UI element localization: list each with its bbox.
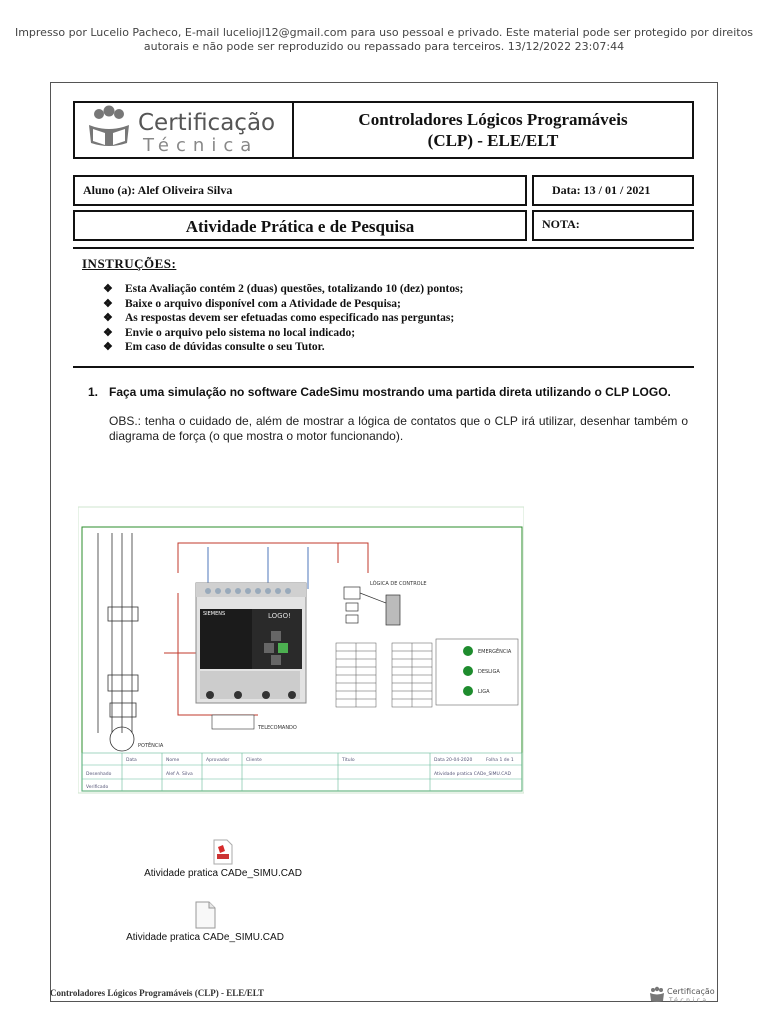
svg-text:Desenhado: Desenhado: [86, 772, 112, 777]
list-item: ❖ Envie o arquivo pelo sistema no local indicado;: [103, 326, 356, 339]
cadesimu-file-icon: [211, 839, 235, 865]
svg-text:Verificado: Verificado: [86, 785, 109, 790]
lamp-on-icon: [463, 686, 473, 696]
question-obs: OBS.: tenha o cuidado de, além de mostrar a lógica de contatos que o CLP irá utilizar, desenhar também o diagrama de força (o que mostra o motor funcionando).: [109, 414, 688, 443]
lamp-label: LIGA: [478, 689, 490, 695]
instructions-list: [103, 282, 463, 355]
course-title-box: [292, 101, 694, 159]
lamp-label: EMERGÊNCIA: [478, 649, 512, 655]
diamond-bullet-icon: ❖: [103, 341, 113, 354]
attachment-blank-file[interactable]: [105, 901, 305, 943]
logo-text-1: Certificação: [138, 110, 276, 136]
lamp-label: DESLIGA: [478, 669, 500, 675]
cadesimu-diagram-image: [78, 503, 524, 795]
diamond-bullet-icon: ❖: [103, 283, 113, 295]
watermark-line-2: autorais e não pode ser reproduzido ou repassado para terceiros. 13/12/2022 23:07:44: [143, 40, 625, 53]
blank-file-icon: [193, 901, 217, 929]
svg-text:Nome: Nome: [166, 758, 180, 763]
attachment-label: Atividade pratica CADe_SIMU.CAD: [126, 932, 284, 943]
logo-box: [73, 101, 294, 159]
list-item: ❖ Esta Avaliação contém 2 (duas) questões, totalizando 10 (dez) pontos;: [103, 283, 464, 295]
question-1: [88, 385, 688, 444]
question-number: 1.: [88, 385, 99, 399]
svg-text:Título: Título: [342, 758, 355, 763]
plc-model: LOGO!: [268, 612, 291, 620]
power-label: POTÊNCIA: [138, 743, 164, 749]
attachment-label: Atividade pratica CADe_SIMU.CAD: [144, 868, 302, 879]
document-page: [50, 82, 718, 1002]
footer-logo-text-1: Certificação: [667, 987, 715, 996]
svg-text:Data 20-04-2020: Data 20-04-2020: [434, 758, 473, 763]
plc-logo-unit: [196, 583, 306, 703]
print-watermark: [0, 26, 768, 54]
svg-text:Atividade pratica CADe_SIMU.CA: Atividade pratica CADe_SIMU.CAD: [434, 772, 511, 777]
diamond-bullet-icon: ❖: [103, 326, 113, 339]
certificacao-tecnica-logo: [75, 103, 292, 157]
footer-logo: [648, 984, 720, 1004]
footer-course-title: Controladores Lógicos Programáveis (CLP) - ELE/ELT: [50, 988, 264, 998]
list-item: ❖ As respostas devem ser efetuadas como especificado nas perguntas;: [103, 312, 455, 325]
plc-brand: SIEMENS: [203, 611, 226, 617]
lamp-emergency-icon: [463, 646, 473, 656]
svg-text:Aprovador: Aprovador: [206, 758, 230, 763]
divider: [73, 366, 694, 368]
attachment-cadesimu[interactable]: [123, 839, 323, 879]
logic-label: LÓGICA DE CONTROLE: [370, 581, 427, 587]
svg-text:Folha 1 de 1: Folha 1 de 1: [486, 758, 514, 763]
telecomando-label: TELECOMANDO: [258, 725, 297, 731]
divider: [73, 247, 694, 249]
question-text: Faça uma simulação no software CadeSimu mostrando uma partida direta utilizando o CLP LOGO.: [109, 385, 671, 399]
svg-text:Alef A. Silva: Alef A. Silva: [166, 772, 193, 777]
grade-field: NOTA:: [532, 210, 694, 241]
activity-title: Atividade Prática e de Pesquisa: [73, 210, 527, 241]
watermark-line-1: Impresso por Lucelio Pacheco, E-mail luceliojl12@gmail.com para uso pessoal e privado. Este material pode ser protegido por direitos: [14, 26, 754, 39]
list-item: ❖ Em caso de dúvidas consulte o seu Tutor.: [103, 341, 325, 354]
date-field: Data: 13 / 01 / 2021: [532, 175, 694, 206]
course-title-line-2: (CLP) - ELE/ELT: [427, 131, 559, 150]
diamond-bullet-icon: ❖: [103, 312, 113, 325]
svg-text:Cliente: Cliente: [246, 758, 262, 763]
course-title-line-1: Controladores Lógicos Programáveis: [358, 110, 628, 129]
footer-logo-text-2: Técnica: [669, 997, 709, 1004]
svg-text:Data: Data: [126, 758, 137, 763]
list-item: ❖ Baixe o arquivo disponível com a Atividade de Pesquisa;: [103, 297, 401, 310]
instructions-title: INSTRUÇÕES:: [82, 256, 177, 271]
lamp-off-icon: [463, 666, 473, 676]
student-field: Aluno (a): Alef Oliveira Silva: [73, 175, 527, 206]
logo-text-2: Técnica: [143, 135, 259, 156]
diamond-bullet-icon: ❖: [103, 297, 113, 310]
